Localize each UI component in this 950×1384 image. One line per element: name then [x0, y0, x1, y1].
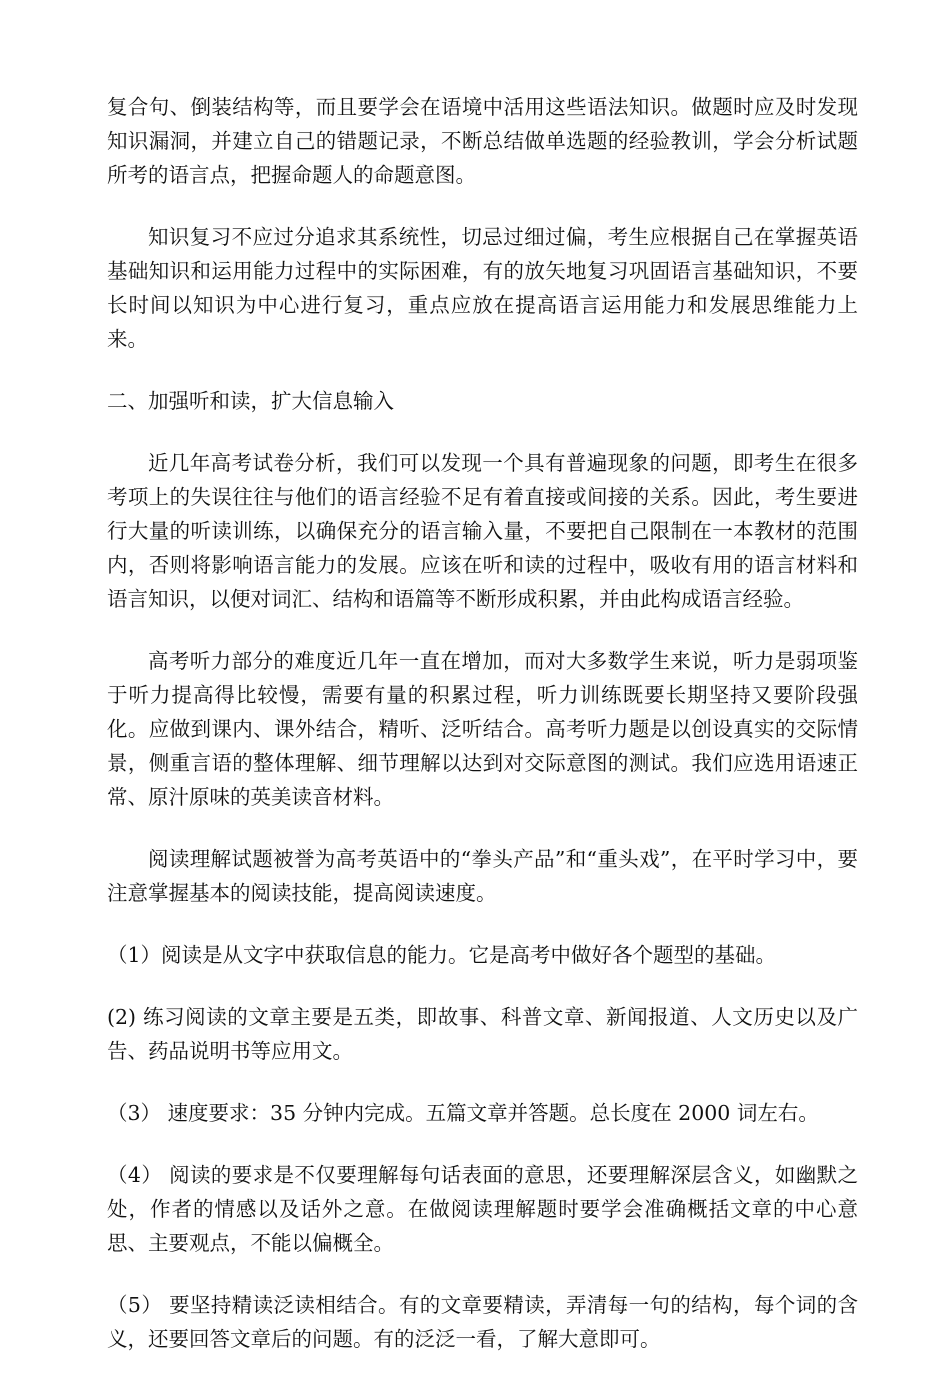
list-item-5: （5） 要坚持精读泛读相结合。有的文章要精读，弄清每一句的结构，每个词的含义，还要回答文章后的问题。有的泛泛一看，了解大意即可。	[107, 1293, 858, 1351]
list-item-3: （3） 速度要求：35 分钟内完成。五篇文章并答题。总长度在 2000 词左右。	[107, 1101, 819, 1125]
list-item-4: （4） 阅读的要求是不仅要理解每句话表面的意思，还要理解深层含义，如幽默之处，作者的情感以及话外之意。在做阅读理解题时要学会准确概括文章的中心意思、主要观点，不能以偏概全。	[107, 1163, 858, 1255]
paragraph-reading-intro: 阅读理解试题被誉为高考英语中的“拳头产品”和“重头戏”，在平时学习中，要注意掌握基本的阅读技能，提高阅读速度。	[107, 847, 858, 905]
paragraph-knowledge-review: 知识复习不应过分追求其系统性，切忌过细过偏，考生应根据自己在掌握英语基础知识和运用能力过程中的实际困难，有的放矢地复习巩固语言基础知识，不要长时间以知识为中心进行复习，重点应放在提高语言运用能力和发展思维能力上来。	[107, 225, 858, 351]
paragraph-listening: 高考听力部分的难度近几年一直在增加，而对大多数学生来说，听力是弱项鉴于听力提高得比较慢，需要有量的积累过程，听力训练既要长期坚持又要阶段强化。应做到课内、课外结合，精听、泛听结合。高考听力题是以创设真实的交际情景，侧重言语的整体理解、细节理解以达到对交际意图的测试。我们应选用语速正常、原汁原味的英美读音材料。	[107, 649, 858, 809]
paragraph-exam-analysis: 近几年高考试卷分析，我们可以发现一个具有普遍现象的问题，即考生在很多考项上的失误往往与他们的语言经验不足有着直接或间接的关系。因此，考生要进行大量的听读训练，以确保充分的语言输入量，不要把自己限制在一本教材的范围内，否则将影响语言能力的发展。应该在听和读的过程中，吸收有用的语言材料和语言知识，以便对词汇、结构和语篇等不断形成积累，并由此构成语言经验。	[107, 451, 858, 611]
document-page	[107, 90, 858, 1384]
list-item-1: （1）阅读是从文字中获取信息的能力。它是高考中做好各个题型的基础。	[107, 943, 777, 967]
paragraph-grammar-review: 复合句、倒装结构等，而且要学会在语境中活用这些语法知识。做题时应及时发现知识漏洞，并建立自己的错题记录，不断总结做单选题的经验教训，学会分析试题所考的语言点，把握命题人的命题意图。	[107, 95, 858, 187]
list-item-2: (2) 练习阅读的文章主要是五类，即故事、科普文章、新闻报道、人文历史以及广告、药品说明书等应用文。	[107, 1005, 858, 1063]
section-heading-listening-reading: 二、加强听和读，扩大信息输入	[107, 389, 394, 413]
